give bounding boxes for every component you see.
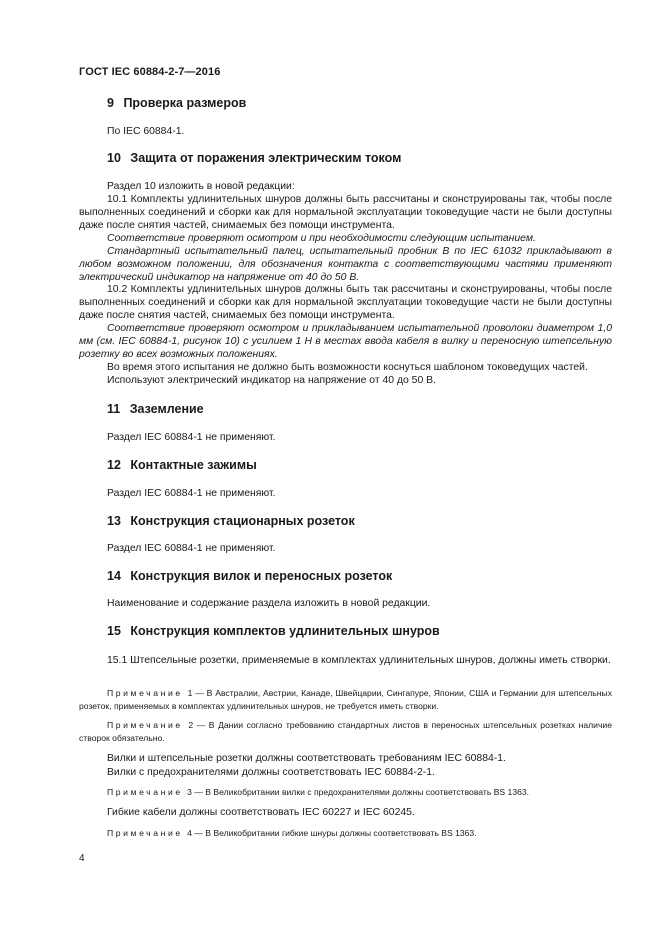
note-2 (79, 719, 612, 744)
section-number: 11 (107, 402, 121, 416)
plugs-requirement: Вилки и штепсельные розетки должны соответствовать требованиям IEC 60884-1. (107, 753, 506, 764)
section-title: Контактные зажимы (130, 458, 257, 472)
section-11-text: Раздел IEC 60884-1 не применяют. (107, 432, 276, 443)
section-heading-11 (107, 402, 204, 416)
paragraph-15-1: 15.1 Штепсельные розетки, применяемые в комплектах удлинительных шнуров, должны иметь створки. (107, 655, 611, 666)
paragraph-10-2-compliance: Соответствие проверяют осмотром и прикладыванием испытательной проволоки диаметром 1,0 мм (см. IEC 60884-1, рисунок 10) с усилием 1 Н в местах ввода кабеля в вилку и переносную штепсельную розетку во всех возможных положениях. (79, 323, 612, 360)
paragraph-10-1-test: Стандартный испытательный палец, испытательный пробник B по IEC 61032 прикладывают в любом возможном положении, для обозначения контакта с соответствующими частями применяют электрический индикатор на напряжение от 40 до 50 В. (79, 246, 612, 283)
paragraph-10-1-compliance: Соответствие проверяют осмотром и при необходимости следующим испытанием. (107, 233, 536, 244)
note-text: 2 — В Дании согласно требованию стандартных листов в переносных штепсельных розетках наличие створок обязательно. (79, 720, 613, 743)
document-header: ГОСТ IEC 60884-2-7—2016 (79, 66, 221, 78)
section-title: Конструкция вилок и переносных розеток (130, 569, 393, 583)
section-title: Проверка размеров (123, 96, 247, 110)
section-10-intro: Раздел 10 изложить в новой редакции: (107, 181, 295, 192)
paragraph-10-2-indicator: Используют электрический индикатор на напряжение от 40 до 50 В. (107, 375, 436, 386)
note-label: Примечание (107, 787, 183, 797)
section-title: Защита от поражения электрическим током (130, 151, 402, 165)
section-heading-10 (107, 151, 401, 165)
section-number: 12 (107, 458, 121, 472)
paragraph-10-1: 10.1 Комплекты удлинительных шнуров должны быть рассчитаны и сконструированы так, чтобы после выполненных соединений и сборки как для нормальной эксплуатации токоведущие части не были доступны даже после снятия частей, снимаемых без помощи инструмента. (79, 194, 612, 231)
section-number: 15 (107, 624, 121, 638)
paragraph-10-2: 10.2 Комплекты удлинительных шнуров должны быть так рассчитаны и сконструированы, чтобы после выполненных соединений и сборки как для нормальной эксплуатации токоведущие части не были доступны даже после снятия частей, снимаемых без помощи инструмента. (79, 284, 612, 321)
section-heading-15 (107, 624, 440, 638)
section-number: 14 (107, 569, 121, 583)
cables-requirement: Гибкие кабели должны соответствовать IEC 60227 и IEC 60245. (107, 807, 415, 818)
section-number: 9 (107, 96, 114, 110)
section-9-text: По IEC 60884-1. (107, 126, 185, 137)
section-number: 10 (107, 151, 121, 165)
section-heading-12 (107, 458, 257, 472)
section-number: 13 (107, 514, 121, 528)
page-number: 4 (79, 853, 85, 864)
section-heading-9 (107, 96, 246, 110)
note-text: 1 — В Австралии, Австрии, Канаде, Швейцарии, Сингапуре, Японии, США и Германии для штепсельных розеток, применяемых в комплектах удлинительных шнуров, не требуется иметь створки. (79, 688, 612, 711)
note-label: Примечание (107, 688, 183, 698)
note-label: Примечание (107, 720, 183, 730)
note-text: 3 — В Великобритании вилки с предохранителями должны соответствовать BS 1363. (187, 787, 530, 797)
note-text: 4 — В Великобритании гибкие шнуры должны соответствовать BS 1363. (187, 828, 477, 838)
section-title: Заземление (129, 402, 204, 416)
note-3 (79, 786, 612, 799)
section-13-text: Раздел IEC 60884-1 не применяют. (107, 543, 276, 554)
section-14-text: Наименование и содержание раздела изложить в новой редакции. (107, 598, 431, 609)
note-1 (79, 687, 612, 712)
fused-plugs-requirement: Вилки с предохранителями должны соответствовать IEC 60884-2-1. (107, 767, 435, 778)
section-heading-13 (107, 514, 355, 528)
note-label: Примечание (107, 828, 183, 838)
section-title: Конструкция комплектов удлинительных шнуров (130, 624, 440, 638)
section-title: Конструкция стационарных розеток (130, 514, 355, 528)
note-4 (79, 827, 612, 840)
section-heading-14 (107, 569, 392, 583)
paragraph-10-2-note: Во время этого испытания не должно быть возможности коснуться шаблоном токоведущих частей. (107, 362, 588, 373)
section-12-text: Раздел IEC 60884-1 не применяют. (107, 488, 276, 499)
